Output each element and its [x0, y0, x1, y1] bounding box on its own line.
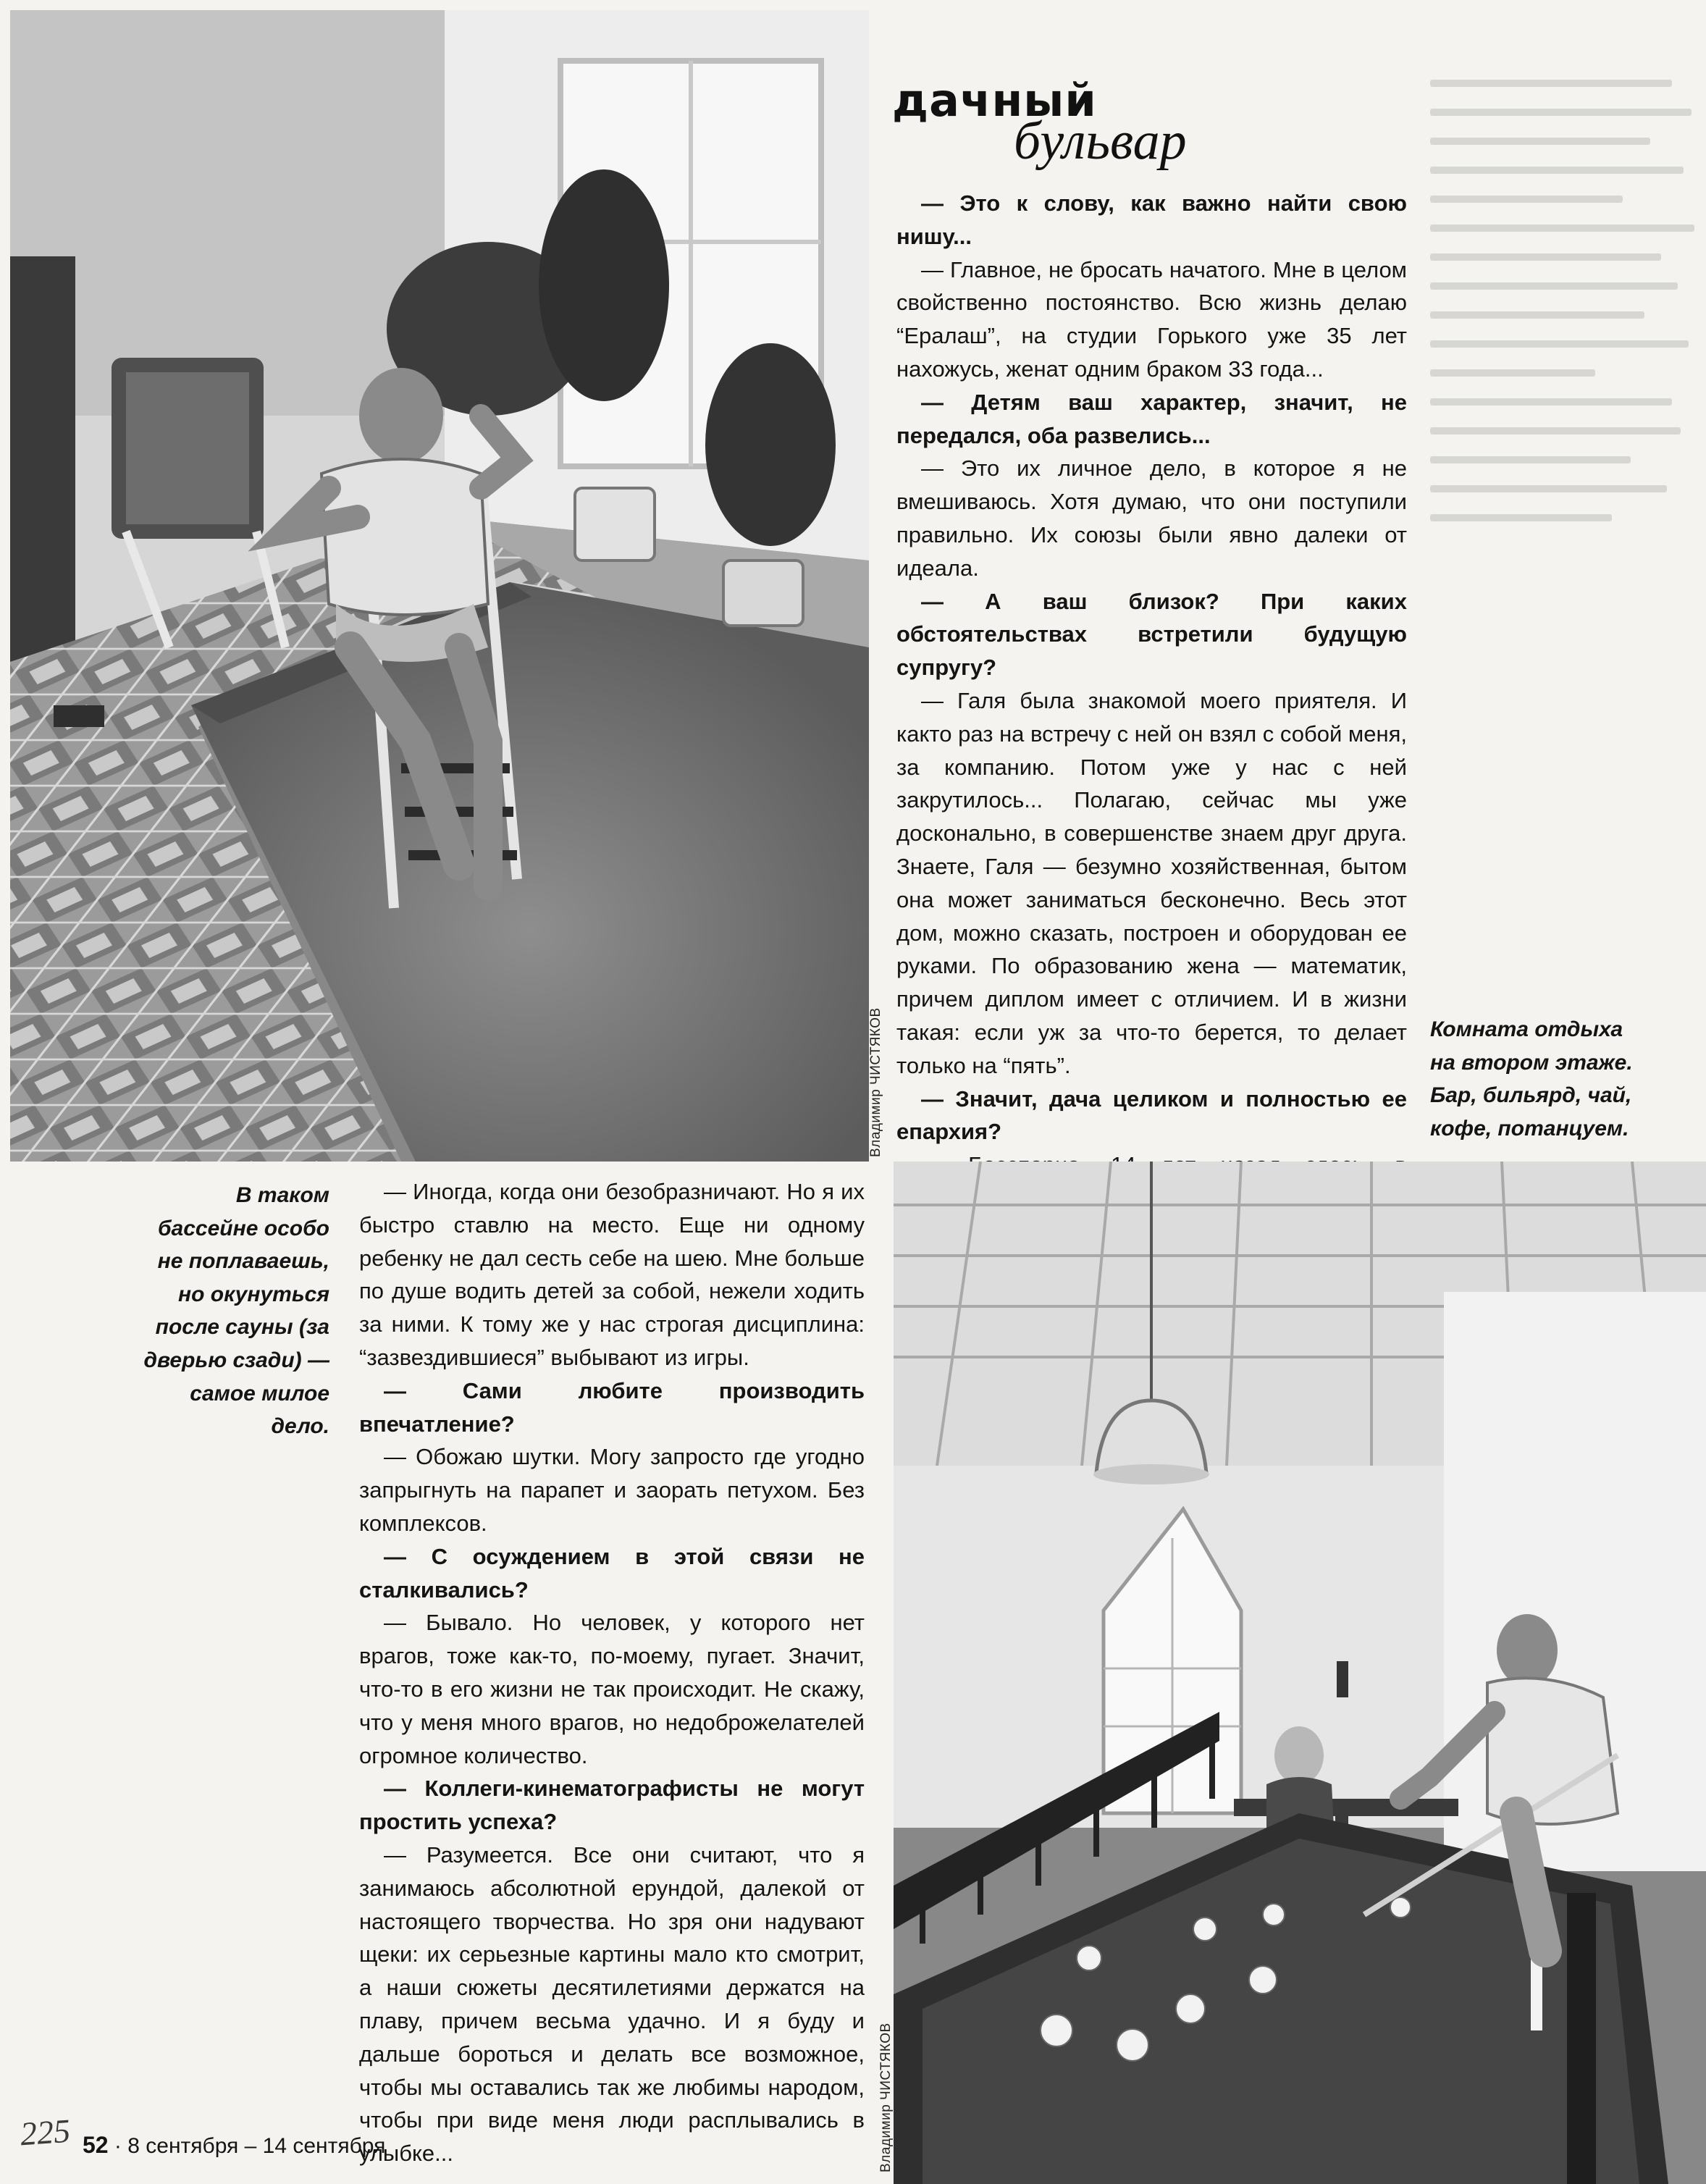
answer-paragraph: — Разумеется. Все они считают, что я занимаюсь абсолютной ерундой, далекой от настоящего творчества. Но зря они надувают щеки: их серьезные картины мало кто смотрит, а наши сюжеты десятилетиями держатся на плаву, причем весьма удачно. И я буду и дальше бороться и делать все возможное, чтобы мы оставались так же любимы народом, чтобы при виде меня люди расплывались в улыбке...	[359, 1841, 865, 2167]
issue-dates: 8 сентября – 14 сентября	[127, 2134, 386, 2158]
question-paragraph: — Детям ваш характер, значит, не передался, оба развелись...	[896, 389, 1407, 448]
pool-photo	[10, 10, 869, 1162]
photo-credit: Владимир ЧИСТЯКОВ	[878, 2023, 894, 2172]
article-column-left	[359, 1175, 865, 2170]
question-paragraph: — С осуждением в этой связи не сталкивались?	[359, 1543, 865, 1603]
billiard-room-photo	[894, 1162, 1706, 2184]
footer-separator: ·	[108, 2134, 128, 2158]
handwritten-note: 225	[19, 2112, 72, 2153]
caption-pool: В таком бассейне особо не поплаваешь, но окунуться после сауны (за дверью сзади) — самое милое дело.	[143, 1183, 329, 1439]
page-footer	[29, 2132, 385, 2159]
answer-paragraph: — Главное, не бросать начатого. Мне в целом свойственно постоянство. Всю жизнь делаю “Ералаш”, на студии Горького уже 35 лет нахожусь, женат одним браком 33 года...	[896, 256, 1407, 382]
question-paragraph: — Это к слову, как важно найти свою нишу...	[896, 190, 1407, 249]
answer-paragraph: — Бывало. Но человек, у которого нет врагов, тоже как-то, по-моему, пугает. Значит, что-то в его жизни не так происходит. Не скажу, что у меня много врагов, но недоброжелателей огромное количество.	[359, 1610, 865, 1768]
answer-paragraph: — Это их личное дело, в которое я не вмешиваюсь. Хотя думаю, что они поступили правильно. Их союзы были явно далеки от идеала.	[896, 455, 1407, 581]
answer-paragraph: — Обожаю шутки. Могу запросто где угодно запрыгнуть на парапет и заорать петухом. Без комплексов.	[359, 1444, 865, 1536]
answer-paragraph: — Галя была знакомой моего приятеля. И както раз на встречу с ней он взял с собой меня, за компанию. Потом уже у нас с ней закрутилось... Полагаю, сейчас мы уже досконально, в совершенстве знаем друг друга. Знаете, Галя — безумно хозяйственная, бытом она может заниматься бесконечно. Весь этот дом, можно сказать, построен и оборудован ее руками. По образованию жена — математик, причем диплом имеет с отличием. И в жизни такая: если уж за что-то берется, то делает только на “пять”.	[896, 687, 1407, 1078]
caption-recreation-room: Комната отдыха на втором этаже. Бар, бильярд, чай, кофе, потанцуем.	[1430, 1017, 1633, 1141]
question-paragraph: — Значит, дача целиком и полностью ее епархия?	[896, 1085, 1407, 1145]
answer-paragraph: — Иногда, когда они безобразничают. Но я их быстро ставлю на место. Еще ни одному ребенку не дал сесть себе на шею. Мне больше по душе водить детей за собой, нежели ходить за ними. К тому же у нас строгая дисциплина: “зазвездившиеся” выбывают из игры.	[359, 1179, 865, 1370]
question-paragraph: — А ваш близок? При каких обстоятельствах встретили будущую супругу?	[896, 588, 1407, 681]
page-number: 52	[83, 2132, 109, 2158]
section-title: дачный	[892, 74, 1097, 127]
bleed-through-text	[1430, 58, 1705, 854]
question-paragraph: — Сами любите производить впечатление?	[359, 1377, 865, 1437]
question-paragraph: — Коллеги-кинематографисты не могут простить успеха?	[359, 1776, 865, 1835]
section-subtitle: бульвар	[1014, 112, 1187, 171]
article-column-right	[896, 187, 1407, 1314]
photo-credit: Владимир ЧИСТЯКОВ	[868, 1007, 883, 1157]
